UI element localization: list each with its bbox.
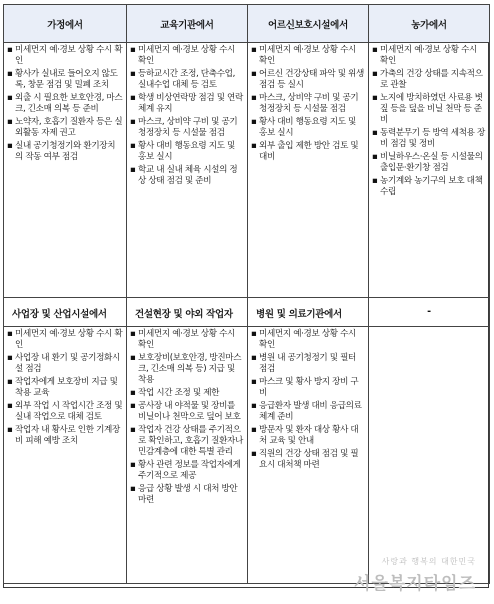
list-item-text: 외부 작업 시 작업시간 조정 및 실내 작업으로 대체 검토 bbox=[15, 401, 123, 422]
header-home: 가정에서 bbox=[4, 5, 127, 43]
header-industry bbox=[4, 298, 127, 327]
bullet-marker: ▪ bbox=[7, 93, 13, 103]
list-item-text: 동력분무기 등 방역 세척용 장비 점검 및 정비 bbox=[380, 128, 485, 149]
bullet-marker: ▪ bbox=[251, 401, 257, 411]
bullet-marker: ▪ bbox=[372, 93, 378, 103]
list-item-text: 학교 내 실내 체육 시설의 정상 상태 점검 및 준비 bbox=[138, 165, 238, 186]
list-item-text: 미세먼지 예·경보 상황 수시 확인 bbox=[15, 329, 123, 350]
bullet-marker: ▪ bbox=[130, 329, 136, 339]
list-item bbox=[130, 460, 244, 482]
cell-education bbox=[127, 43, 248, 298]
bullet-marker: ▪ bbox=[251, 45, 257, 55]
list-item bbox=[7, 377, 123, 399]
list-item-text: 공사장 내 야적물 및 장비를 비닐이나 천막으로 덮어 보호 bbox=[138, 401, 241, 422]
list-item bbox=[251, 69, 365, 91]
bullet-marker: ▪ bbox=[7, 377, 13, 387]
cell-hospital bbox=[248, 327, 369, 584]
list-item bbox=[372, 128, 486, 150]
list-item bbox=[251, 425, 365, 447]
bullet-marker: ▪ bbox=[7, 141, 13, 151]
list-item bbox=[372, 93, 486, 126]
list-item-text: 미세먼지 예·경보 상황 수시 확인 bbox=[15, 45, 123, 66]
bullet-marker: ▪ bbox=[130, 93, 136, 103]
list-item-text: 미세먼지 예·경보 상황 수시 확인 bbox=[380, 45, 477, 66]
header-construction-text: 건설현장 및 야외 작업자 bbox=[135, 309, 233, 320]
bullet-marker: ▪ bbox=[251, 69, 257, 79]
list-item bbox=[130, 93, 244, 115]
list-item bbox=[251, 353, 365, 375]
list-item-text: 학생 비상연락망 점검 및 연락체계 유지 bbox=[138, 93, 243, 114]
bullet-marker: ▪ bbox=[130, 460, 136, 470]
bullet-marker: ▪ bbox=[130, 45, 136, 55]
list-item bbox=[372, 176, 486, 198]
list-item-text: 미세먼지 예·경보 상황 수시 확인 bbox=[138, 329, 235, 350]
list-item bbox=[7, 93, 123, 115]
header-empty-dash: - bbox=[427, 306, 431, 317]
bullet-marker: ▪ bbox=[7, 425, 13, 435]
list-item bbox=[130, 425, 244, 458]
list-item bbox=[130, 401, 244, 423]
list-item bbox=[372, 152, 486, 174]
list-item bbox=[7, 401, 123, 423]
header-hospital bbox=[248, 298, 369, 327]
watermark-slogan: 사랑과 행복의 대한민국 bbox=[381, 557, 476, 566]
watermark bbox=[354, 556, 476, 594]
list-item-text: 실내 공기청정기와 환기장치의 작동 여부 점검 bbox=[15, 141, 116, 162]
bullet-marker: ▪ bbox=[251, 141, 257, 151]
list-item bbox=[372, 69, 486, 91]
list-hospital bbox=[248, 327, 368, 471]
list-item bbox=[130, 484, 244, 506]
bullet-marker: ▪ bbox=[372, 45, 378, 55]
list-item bbox=[372, 45, 486, 67]
bullet-marker: ▪ bbox=[251, 93, 257, 103]
list-item-text: 어르신 건강상태 파악 및 위생점검 등 실시 bbox=[259, 69, 364, 90]
list-education bbox=[127, 43, 247, 187]
list-item bbox=[7, 117, 123, 139]
list-item-text: 병원 내 공기청정기 및 필터 점검 bbox=[259, 353, 356, 374]
list-item-text: 작업 시간 조정 및 제한 bbox=[138, 388, 220, 398]
list-item-text: 노지에 방치하였던 사료용 볏짚 등을 덮을 비닐 천막 등 준비 bbox=[380, 93, 483, 125]
bullet-marker: ▪ bbox=[130, 69, 136, 79]
list-item-text: 비닐하우스·온실 등 시설물의 출입문·환기창 점검 bbox=[380, 152, 483, 173]
bullet-marker: ▪ bbox=[7, 401, 13, 411]
list-item bbox=[130, 69, 244, 91]
bullet-marker: ▪ bbox=[372, 176, 378, 186]
bullet-marker: ▪ bbox=[372, 152, 378, 162]
list-item bbox=[7, 141, 123, 163]
bullet-marker: ▪ bbox=[372, 69, 378, 79]
bullet-marker: ▪ bbox=[130, 141, 136, 151]
list-item bbox=[251, 401, 365, 423]
cell-construction bbox=[127, 327, 248, 584]
bullet-marker: ▪ bbox=[7, 353, 13, 363]
list-item-text: 가축의 건강 상태를 지속적으로 관찰 bbox=[380, 69, 483, 90]
list-item bbox=[251, 449, 365, 471]
list-item bbox=[251, 141, 365, 163]
list-item-text: 등하교시간 조정, 단축수업, 실내수업 대체 등 검토 bbox=[138, 69, 235, 90]
list-item-text: 사업장 내 환기 및 공기정화시설 점검 bbox=[15, 353, 120, 374]
bullet-marker: ▪ bbox=[251, 377, 257, 387]
bullet-marker: ▪ bbox=[251, 353, 257, 363]
list-item-text: 마스크 및 황사 방지 장비 구비 bbox=[259, 377, 359, 398]
list-item-text: 응급 상황 발생 시 대처 방안 마련 bbox=[138, 484, 238, 505]
list-item bbox=[7, 425, 123, 447]
list-item-text: 작업자 내 황사로 인한 기계장비 피해 예방 조치 bbox=[15, 425, 120, 446]
list-item bbox=[251, 93, 365, 115]
list-item-text: 작업자 건강 상태를 주기적으로 확인하고, 호흡기 질환자나 민감계층에 대한 특별 관리 bbox=[138, 425, 243, 457]
guideline-table bbox=[3, 4, 490, 584]
list-construction bbox=[127, 327, 247, 506]
cell-home bbox=[4, 43, 127, 298]
list-item bbox=[130, 165, 244, 187]
list-item-text: 미세먼지 예·경보 상황 수시 확인 bbox=[259, 45, 356, 66]
header-education: 교육기관에서 bbox=[127, 5, 248, 43]
bullet-marker: ▪ bbox=[130, 425, 136, 435]
list-item bbox=[251, 377, 365, 399]
bullet-marker: ▪ bbox=[7, 45, 13, 55]
header-industry-text: 사업장 및 산업시설에서 bbox=[12, 309, 107, 320]
list-item-text: 마스크, 상비약 구비 및 공기청정장치 등 시설물 점검 bbox=[138, 117, 238, 138]
list-item bbox=[7, 353, 123, 375]
bullet-marker: ▪ bbox=[7, 329, 13, 339]
list-item-text: 응급환자 발생 대비 응급의료체계 준비 bbox=[259, 401, 362, 422]
list-item-text: 작업자에게 보호장비 지급 및 착용 교육 bbox=[15, 377, 118, 398]
header-senior-facility: 어르신보호시설에서 bbox=[248, 5, 369, 43]
bullet-marker: ▪ bbox=[251, 425, 257, 435]
list-item bbox=[130, 388, 244, 399]
header-construction bbox=[127, 298, 248, 327]
header-farm: 농가에서 bbox=[369, 5, 490, 43]
list-item-text: 미세먼지 예·경보 상황 수시 확인 bbox=[259, 329, 356, 350]
list-item bbox=[7, 329, 123, 351]
bullet-marker: ▪ bbox=[251, 449, 257, 459]
list-senior-facility bbox=[248, 43, 368, 163]
list-item bbox=[130, 117, 244, 139]
list-home bbox=[4, 43, 126, 163]
list-item-text: 외부 출입 제한 방안 검토 및 대비 bbox=[259, 141, 359, 162]
bullet-marker: ▪ bbox=[7, 117, 13, 127]
bullet-marker: ▪ bbox=[130, 401, 136, 411]
cell-industry bbox=[4, 327, 127, 584]
bullet-marker: ▪ bbox=[130, 353, 136, 363]
list-item-text: 마스크, 상비약 구비 및 공기청정장치 등 시설물 점검 bbox=[259, 93, 359, 114]
list-item bbox=[130, 329, 244, 351]
list-item bbox=[251, 329, 365, 351]
list-item-text: 농기계와 농기구의 보호 대책 수립 bbox=[380, 176, 483, 197]
list-item bbox=[251, 117, 365, 139]
header-empty bbox=[369, 298, 490, 327]
bullet-marker: ▪ bbox=[130, 484, 136, 494]
cell-senior-facility bbox=[248, 43, 369, 298]
list-item-text: 황사 관련 정보를 작업자에게 주기적으로 제공 bbox=[138, 460, 241, 481]
list-item-text: 노약자, 호흡기 질환자 등은 실외활동 자제 권고 bbox=[15, 117, 123, 138]
cell-empty bbox=[369, 327, 490, 584]
list-item-text: 직원의 건강 상태 점검 및 필요시 대처책 마련 bbox=[259, 449, 359, 470]
list-industry bbox=[4, 327, 126, 447]
list-item-text: 황사 대비 행동요령 지도 및 홍보 실시 bbox=[259, 117, 356, 138]
list-item-text: 황사가 실내로 들어오지 않도록, 창문 점검 및 밀폐 조치 bbox=[15, 69, 118, 90]
bullet-marker: ▪ bbox=[130, 388, 136, 398]
cell-farm bbox=[369, 43, 490, 298]
list-item bbox=[7, 45, 123, 67]
list-item bbox=[251, 45, 365, 67]
list-item bbox=[130, 45, 244, 67]
list-item bbox=[130, 353, 244, 386]
header-hospital-text: 병원 및 의료기관에서 bbox=[256, 309, 342, 320]
list-item-text: 방문자 및 환자 대상 황사 대처 교육 및 안내 bbox=[259, 425, 359, 446]
bullet-marker: ▪ bbox=[7, 69, 13, 79]
bullet-marker: ▪ bbox=[130, 165, 136, 175]
bullet-marker: ▪ bbox=[251, 117, 257, 127]
list-item-text: 미세먼지 예·경보 상황 수시 확인 bbox=[138, 45, 235, 66]
bullet-marker: ▪ bbox=[251, 329, 257, 339]
bullet-marker: ▪ bbox=[130, 117, 136, 127]
list-farm bbox=[369, 43, 489, 198]
list-item bbox=[130, 141, 244, 163]
list-item-text: 외출 시 필요한 보호안경, 마스크, 긴소매 의복 등 준비 bbox=[15, 93, 123, 114]
bullet-marker: ▪ bbox=[372, 128, 378, 138]
list-item-text: 황사 대비 행동요령 지도 및 홍보 실시 bbox=[138, 141, 235, 162]
watermark-logo-text: 서울복지타임즈 bbox=[354, 574, 476, 594]
list-item bbox=[7, 69, 123, 91]
list-item-text: 보호장비(보호안경, 방진마스크, 긴소매 의복 등) 지급 및 착용 bbox=[138, 353, 242, 385]
